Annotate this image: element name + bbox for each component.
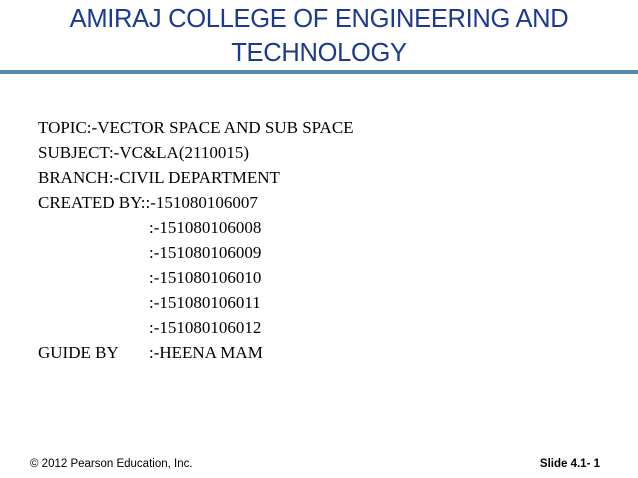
title-divider (0, 70, 638, 74)
created-by-line (38, 265, 354, 290)
copyright-text: © 2012 Pearson Education, Inc. (30, 458, 193, 470)
slide-title (0, 2, 638, 70)
topic-text: TOPIC:-VECTOR SPACE AND SUB SPACE (38, 118, 354, 137)
created-by-id-2: :-151080106008 (149, 218, 262, 237)
title-line-2: TECHNOLOGY (231, 39, 407, 67)
created-by-label: CREATED BY: (38, 193, 146, 212)
guide-by-line (38, 340, 354, 365)
slide-number: Slide 4.1- 1 (539, 458, 600, 470)
subject-text: SUBJECT:-VC&LA(2110015) (38, 143, 250, 162)
created-by-line (38, 215, 354, 240)
created-by-id-6: :-151080106012 (149, 318, 262, 337)
created-by-line (38, 315, 354, 340)
created-by-id-3: :-151080106009 (149, 243, 262, 262)
created-by-line (38, 240, 354, 265)
branch-text: BRANCH:-CIVIL DEPARTMENT (38, 168, 280, 187)
guide-by-label: GUIDE BY (38, 343, 119, 362)
created-by-line (38, 190, 354, 215)
created-by-id-1: :-151080106007 (145, 193, 258, 212)
title-line-1: AMIRAJ COLLEGE OF ENGINEERING AND (69, 5, 569, 33)
topic-line (38, 115, 354, 140)
branch-line (38, 165, 354, 190)
created-by-line (38, 290, 354, 315)
slide-body (38, 115, 354, 365)
created-by-id-4: :-151080106010 (149, 268, 262, 287)
created-by-id-5: :-151080106011 (149, 293, 261, 312)
guide-by-value: :-HEENA MAM (149, 343, 263, 362)
subject-line (38, 140, 354, 165)
